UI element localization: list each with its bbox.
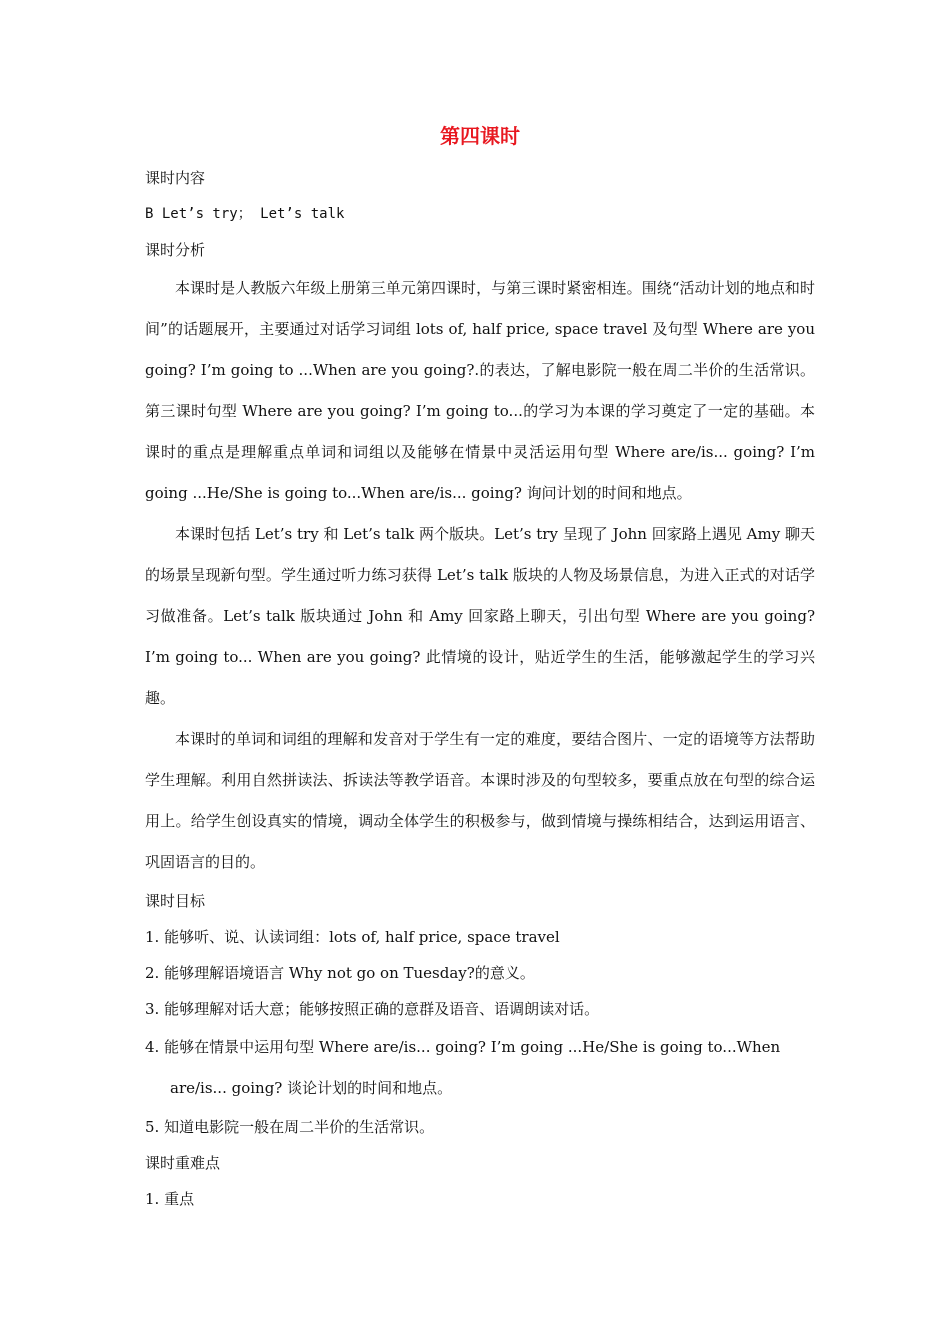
goal-item-1: 1. 能够听、说、认读词组：lots of, half price, space travel	[145, 928, 560, 946]
goal-item-4: 4. 能够在情景中运用句型 Where are/is... going? I’m going ...He/She is going to...When are/is... going? 谈论计划的时间和地点。	[145, 1038, 781, 1097]
goal-item-5: 5. 知道电影院一般在周二半价的生活常识。	[145, 1118, 435, 1136]
section-heading-key-points: 课时重难点	[145, 1154, 221, 1172]
page-title: 第四课时	[440, 124, 520, 148]
section-heading-goals: 课时目标	[145, 892, 206, 910]
document-page	[145, 118, 815, 1217]
lesson-content-text: B Let’s try； Let’s talk	[145, 206, 345, 222]
analysis-paragraph-3: 本课时的单词和词组的理解和发音对于学生有一定的难度，要结合图片、一定的语境等方法帮助学生理解。利用自然拼读法、拆读法等教学语音。本课时涉及的句型较多，要重点放在句型的综合运用上。给学生创设真实的情境，调动全体学生的积极参与，做到情境与操练相结合，达到运用语言、巩固语言的目的。	[145, 730, 815, 871]
analysis-paragraph-1: 本课时是人教版六年级上册第三单元第四课时，与第三课时紧密相连。围绕“活动计划的地点和时间”的话题展开，主要通过对话学习词组 lots of, half price, space travel 及句型 Where are you going? I’m going to ...When are you going?.的表达，了解电影院一般在周二半价的生活常识。第三课时句型 Where are you going? I’m going to...的学习为本课的学习奠定了一定的基础。本课时的重点是理解重点单词和词组以及能够在情景中灵活运用句型 Where are/is... going? I’m going ...He/She is going to...When are/is... going? 询问计划的时间和地点。	[145, 279, 815, 502]
analysis-paragraph-2: 本课时包括 Let’s try 和 Let’s talk 两个版块。Let’s try 呈现了 John 回家路上遇见 Amy 聊天的场景呈现新句型。学生通过听力练习获得 Let’s talk 版块的人物及场景信息，为进入正式的对话学习做准备。Let’s talk 版块通过 John 和 Amy 回家路上聊天，引出句型 Where are you going? I’m going to... When are you going? 此情境的设计，贴近学生的生活，能够激起学生的学习兴趣。	[145, 525, 815, 707]
key-point-item-1: 1. 重点	[145, 1190, 195, 1208]
goal-item-3: 3. 能够理解对话大意；能够按照正确的意群及语音、语调朗读对话。	[145, 1000, 600, 1018]
section-heading-analysis: 课时分析	[145, 241, 206, 259]
goal-item-2: 2. 能够理解语境语言 Why not go on Tuesday?的意义。	[145, 964, 535, 982]
section-heading-content: 课时内容	[145, 169, 206, 187]
